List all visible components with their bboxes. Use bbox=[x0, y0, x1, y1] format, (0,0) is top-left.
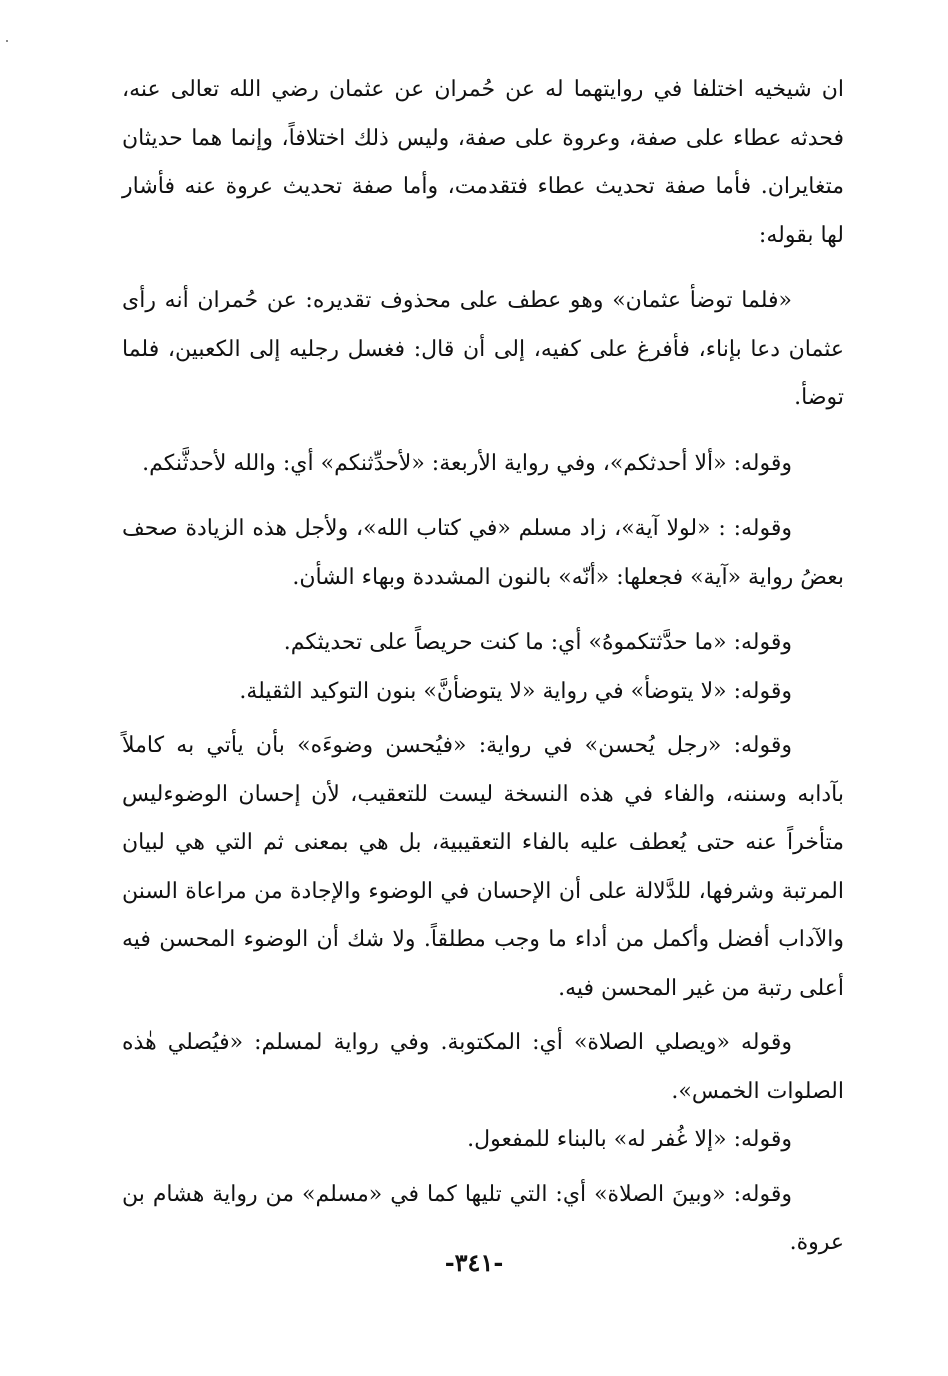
paragraph-3: وقوله: «ألا أحدثكم»، وفي رواية الأربعة: «لأحدِّثنكم» أي: والله لأحدثَّنكم. bbox=[142, 450, 792, 476]
body-text bbox=[122, 66, 844, 1268]
paragraph-5: وقوله: «ما حدَّثتكموهُ» أي: ما كنت حريصاً على تحديثكم. bbox=[283, 630, 792, 655]
paragraph-8: وقوله «ويصلي الصلاة» أي: المكتوبة. وفي رواية لمسلم: «فيُصلي هٰذه الصلوات الخمس». bbox=[122, 1030, 844, 1104]
paragraph-9: وقوله: «إلا غُفر له» بالبناء للمفعول. bbox=[467, 1127, 792, 1152]
paragraph-6: وقوله: «لا يتوضأ» في رواية «لا يتوضأنَّ» بنون التوكيد الثقيلة. bbox=[239, 678, 792, 704]
scan-speck bbox=[6, 40, 8, 42]
paragraph-2: «فلما توضأ عثمان» وهو عطف على محذوف تقديره: عن حُمران أنه رأى عثمان دعا بإناء، فأفرغ على كفيه، إلى أن قال: فغسل رجليه إلى الكعبين، فلما توضأ. bbox=[122, 288, 844, 410]
paragraph-10: وقوله: «وبينَ الصلاة» أي: التي تليها كما في «مسلم» من رواية هشام بن عروة. bbox=[122, 1181, 844, 1255]
paragraph-4: وقوله: : «لولا آية»، زاد مسلم «في كتاب الله»، ولأجل هذه الزيادة صحف بعضُ رواية «آية» فجعلها: «أنّه» بالنون المشددة وبهاء الشأن. bbox=[122, 516, 844, 590]
page-number: -٣٤١- bbox=[444, 1248, 504, 1277]
paragraph-1: ان شيخيه اختلفا في روايتهما له عن حُمران عن عثمان رضي الله تعالى عنه، فحدثه عطاء على صفة، وعروة على صفة، وليس ذلك اختلافاً، وإنما هما حديثان متغايران. فأما صفة تحديث عطاء فتقدمت، وأما صفة تحديث عروة عنه فأشار لها بقوله: bbox=[122, 77, 844, 248]
paragraph-7: وقوله: «رجل يُحسن» في رواية: «فيُحسن وضوءَه» بأن يأتي به كاملاً بآدابه وسننه، والفاء في هذه النسخة ليست للتعقيب، لأن إحسان الوضوءليس متأخراً عنه حتى يُعطف عليه بالفاء التعقيبية، بل هي بمعنى ثم التي هي لبيان المرتبة وشرفها، للدَّلالة على أن الإحسان في الوضوء والإجادة من مراعاة السنن والآداب أفضل وأكمل من أداء ما وجب مطلقاً. ولا شك أن الوضوء المحسن فيه أعلى رتبة من غير المحسن فيه. bbox=[122, 733, 844, 1001]
